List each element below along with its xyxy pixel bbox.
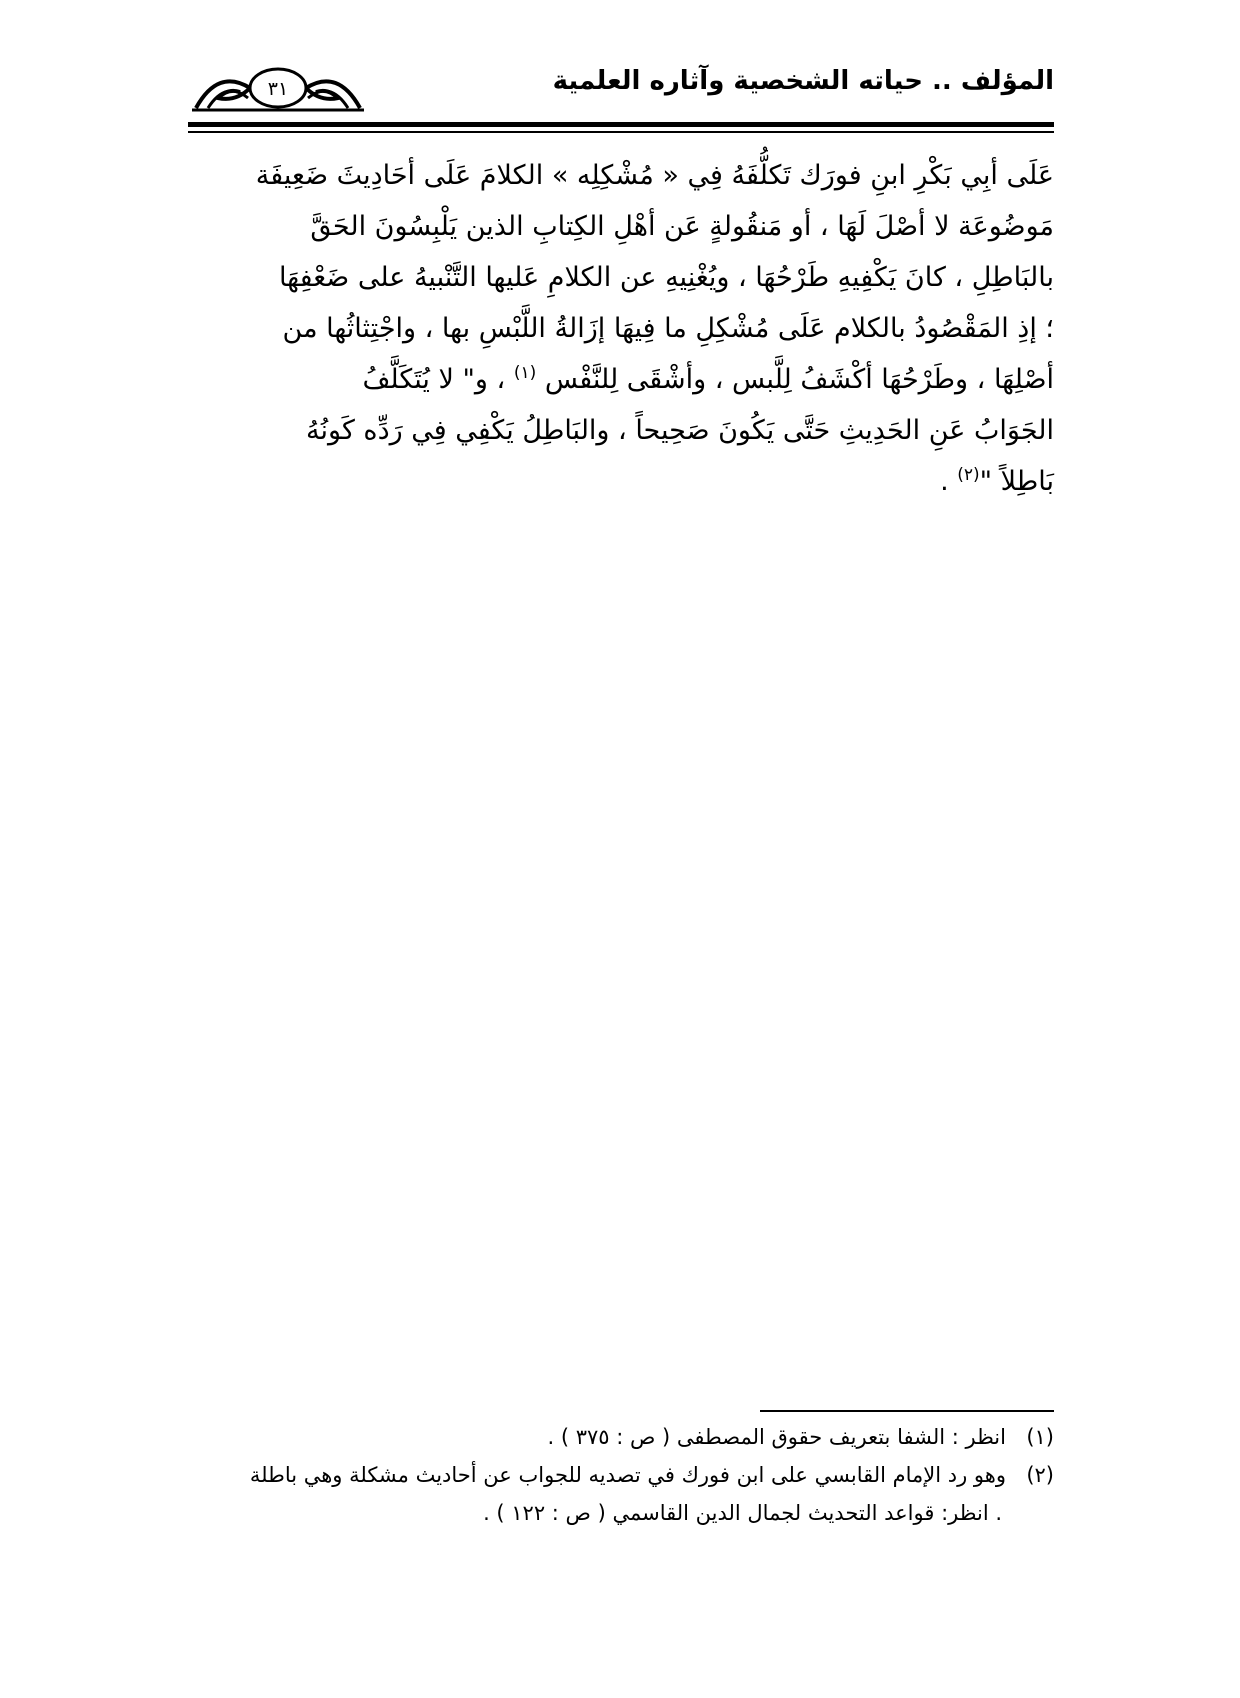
footnote-ref: (٢) — [957, 465, 980, 485]
body-line-end: . — [940, 466, 958, 497]
footnote-text: وهو رد الإمام القابسي على ابن فورك في تصديه للجواب عن أحاديث مشكلة وهي باطلة — [249, 1463, 1006, 1487]
page-number: ٣١ — [267, 78, 289, 100]
body-line — [188, 354, 1054, 405]
header-rule-thick — [188, 122, 1054, 127]
body-line-text: بَاطِلاً " — [979, 466, 1054, 497]
footnote-number: (١) — [1026, 1425, 1054, 1449]
body-line-text: أصْلِهَا ، وطَرْحُهَا أكْشَفُ لِلَّبس ، وأشْقَى لِلنَّفْس — [536, 364, 1054, 395]
footnote-continuation: . انظر: قواعد التحديث لجمال الدين القاسمي ( ص : ١٢٢ ) . — [483, 1501, 1002, 1525]
footnotes — [188, 1418, 1054, 1532]
body-line: الجَوَابُ عَنِ الحَدِيثِ حَتَّى يَكُونَ صَحِيحاً ، والبَاطِلُ يَكْفِي فِي رَدِّه كَونُهُ — [306, 415, 1054, 446]
header-rule-thin — [188, 131, 1054, 133]
body-line-tail: ، و" لا يُتَكَلَّفُ — [362, 364, 514, 395]
running-title: المؤلف .. حياته الشخصية وآثاره العلمية — [552, 66, 1054, 96]
body-line — [188, 456, 1054, 507]
footnote-number: (٢) — [1026, 1463, 1054, 1487]
footnote-text: انظر : الشفا بتعريف حقوق المصطفى ( ص : ٣٧٥ ) . — [547, 1425, 1006, 1449]
body-line: بالبَاطِلِ ، كانَ يَكْفِيهِ طَرْحُهَا ، ويُغْنِيهِ عن الكلامِ عَليها التَّنْبيهُ على ضَعْفِهَا — [278, 262, 1054, 293]
page-header — [188, 58, 1054, 118]
body-text — [188, 150, 1054, 507]
body-line: ؛ إذِ المَقْصُودُ بالكلام عَلَى مُشْكِلِ ما فِيهَا إزَالةُ اللَّبْسِ بها ، واجْتِثاثُها من — [282, 313, 1054, 344]
footnote-ref: (١) — [513, 363, 537, 383]
footnote — [188, 1418, 1054, 1456]
page-number-ornament — [188, 58, 368, 114]
footnote-separator — [760, 1410, 1054, 1412]
body-line: مَوضُوعَة لا أصْلَ لَهَا ، أو مَنقُولةٍ عَن أهْلِ الكِتابِ الذين يَلْبِسُونَ الحَقَّ — [310, 211, 1054, 242]
footnote — [188, 1456, 1054, 1494]
body-line: عَلَى أبِي بَكْرِ ابنِ فورَك تَكلُّفَهُ فِي « مُشْكِلِه » الكلامَ عَلَى أحَادِيثَ ضَعِيفَة — [255, 160, 1054, 191]
